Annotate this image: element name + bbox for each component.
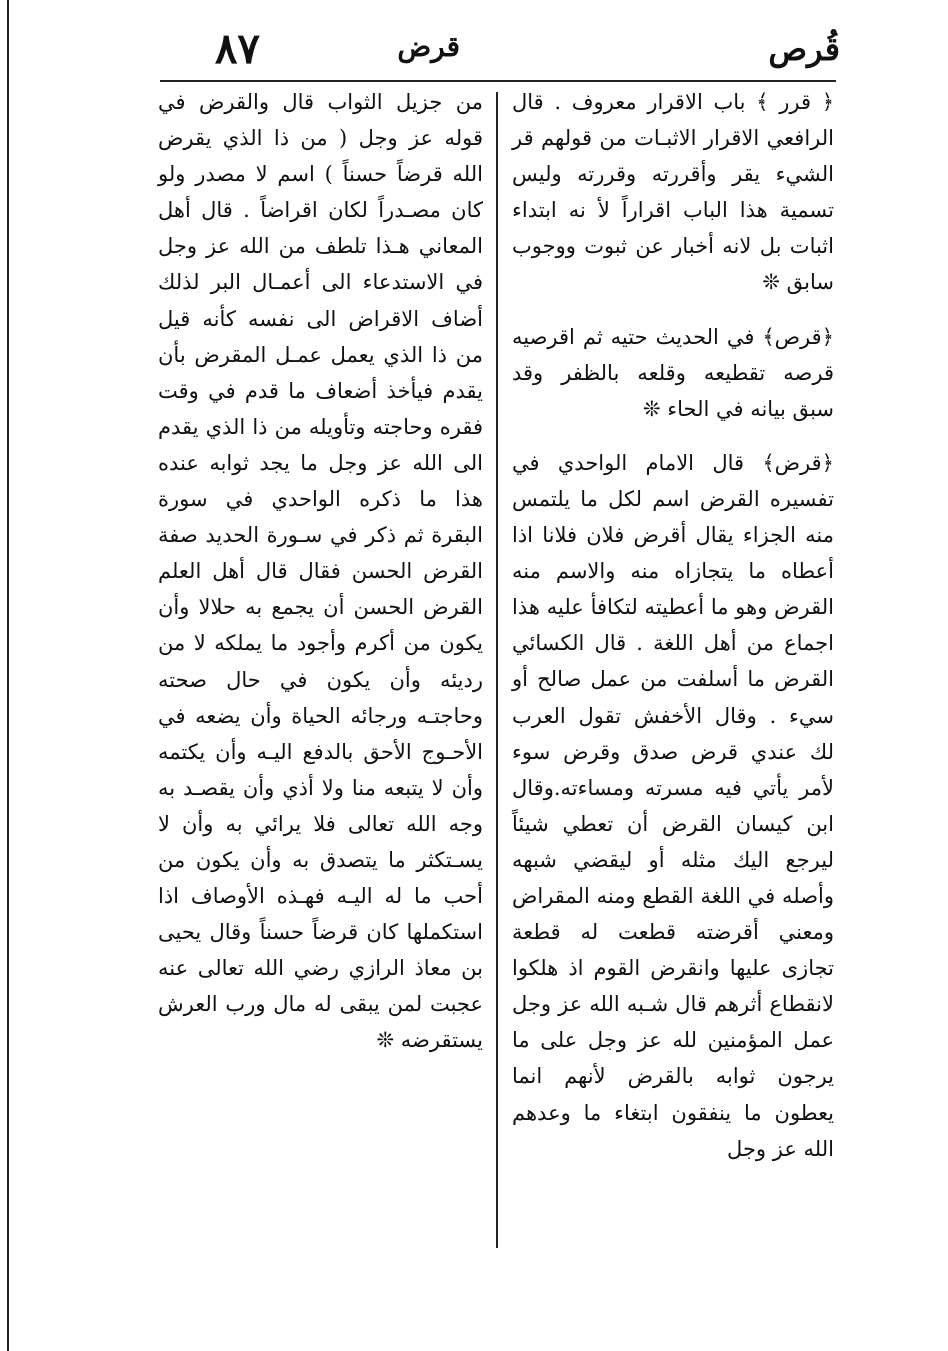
entry-qard-continued: من جزيل الثواب قال والقرض في قوله عز وجل ( من ذا الذي يقرض الله قرضاً حسناً ) اسم لا مصدر ولو كان مصـدراً لكان اقراضاً . قال أهل المعاني هـذا تلطف من الله عز وجل في الاستدعاء الى أعمـال البر لذلك أضاف الاقراض الى نفسه كأنه قيل من ذا الذي يعمل عمـل المقرض بأن يقدم فيأخذ أضعاف ما قدم في وقت فقره وحاجته وتأويله من ذا الذي يقدم الى الله عز وجل ما يجد ثوابه عنده هذا ما ذكره الواحدي في سورة البقرة ثم ذكر في سـورة الحديد صفة القرض الحسن فقال قال أهل العلم القرض الحسن أن يجمع به حلالا وأن يكون من أكرم وأجود ما يملكه لا من رديئه وأن يكون في حال صحته وحاجتـه ورجائه الحياة وأن يضعه في الأحـوج الأحق بالدفع اليـه وأن يكتمه وأن لا يتبعه منا ولا أذي وأن يقصـد به وجه الله تعالى فلا يرائي به وأن لا يسـتكثر ما يتصدق به وأن يكون من أحب ما له اليـه فهـذه الأوصاف اذا استكملها كان قرضاً حسناً وقال يحيى بن معاذ الرازي رضي الله تعالى عنه عجبت لمن يبقى له مال ورب العرش يستقرضه ❊ [158,90,483,1053]
entry-qars: ﴿قرص﴾ في الحديث حتيه ثم اقرصيه قرصه تقطيعه وقلعه بالظفر وقد سبق بيانه في الحاء ❊ [512,324,834,421]
entry-qarar: ﴿ قرر ﴾ باب الاقرار معروف . قال الرافعي الاقرار الاثبـات من قولهم قر الشيء يقر وأقررته وقررته وليس تسمية هذا الباب اقراراً لأ نه ابتداء اثبات بل لانه أخبار عن ثبوت ووجوب سابق ❊ [512,90,834,295]
page-number: ٨٧ [214,24,260,73]
page-header [150,24,840,74]
right-column [512,84,834,1185]
column-divider [496,92,498,1248]
left-column [158,84,483,1077]
running-head-right: قُرص [768,30,840,68]
running-head-center: قرض [397,30,460,63]
entry-qard: ﴿قرض﴾ قال الامام الواحدي في تفسيره القرض اسم لكل ما يلتمس منه الجزاء يقال أقرض فلان فلانا اذا أعطاه ما يتجازاه منه والاسم منه القرض وهو ما أعطيته لتكافأ عليه هذا اجماع من أهل اللغة . قال الكسائي القرض ما أسلفت من عمل صالح أو سيء . وقال الأخفش تقول العرب لك عندي قرض صدق وقرض سوء لأمر يأتي فيه مسرته ومساءته.وقال ابن كيسان القرض أن تعطي شيئاً ليرجع اليك مثله أو ليقضي شبهه وأصله في اللغة القطع ومنه المقراض ومعني أقرضته قطعت له قطعة تجازى عليها وانقرض القوم اذ هلكوا لانقطاع أثرهم قال شـبه الله عز وجل عمل المؤمنين لله عز وجل على ما يرجون ثوابه بالقرض لأنهم انما يعطون ما ينفقون ابتغاء ما وعدهم الله عز وجل [512,450,834,1161]
page-edge-line [7,0,9,1351]
header-rule [160,80,836,82]
